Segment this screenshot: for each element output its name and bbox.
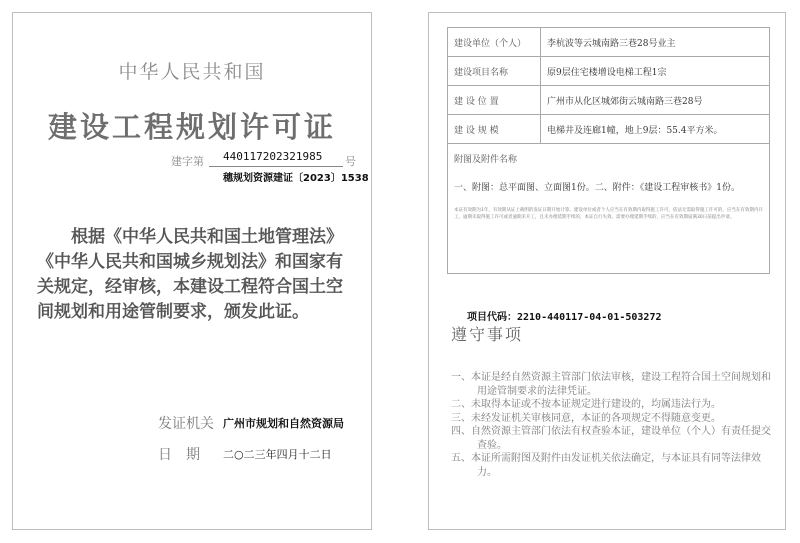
project-code: 项目代码：2210-440117-04-01-503272 — [467, 312, 662, 323]
notice-heading: 遵守事项 — [451, 325, 524, 344]
table-row — [448, 57, 770, 86]
country-name: 中华人民共和国 — [118, 61, 266, 83]
list-item: 五、本证所需附图及附件由发证机关依法确定，与本证具有同等法律效力。 — [451, 453, 761, 478]
row-label: 建 设 规 模 — [448, 115, 541, 144]
row-value: 广州市从化区城郊街云城南路三巷28号 — [541, 86, 770, 115]
permit-body-text: 根据《中华人民共和国土地管理法》《中华人民共和国城乡规划法》和国家有关规定，经审核，本建设工程符合国土空间规划和用途管制要求，颁发此证。 — [37, 227, 343, 322]
permit-title: 建设工程规划许可证 — [47, 110, 336, 144]
attachments-text: 一、附图：总平面图、立面图1份。二、附件：《建设工程审核书》1份。 — [454, 183, 740, 193]
list-item: 二、未取得本证或不按本证规定进行建设的，均属违法行为。 — [451, 399, 721, 410]
table-row — [448, 86, 770, 115]
row-label: 建 设 位 置 — [448, 86, 541, 115]
issuer-label: 发证机关 — [158, 416, 214, 432]
list-item: 四、自然资源主管部门依法有权查验本证，建设单位（个人）有责任提交查验。 — [451, 426, 771, 451]
permit-front-page — [12, 12, 372, 530]
issuer-value: 广州市规划和自然资源局 — [223, 417, 344, 430]
permit-number-label: 建字第 — [171, 155, 204, 168]
validity-note: 本证有效期为1年，有效期从证上载明的发证日期开始计算。建设单位或者个人应当在有效期内取得施工许可，依法无需取得施工许可的，应当在有效期内开工，逾期未取得施工许可或者逾期未开工，且未办理延期手续的，本证自行失效。需要办理延期手续的，应当在有效期届满30日前提出申请。 — [454, 208, 763, 220]
table-row — [448, 115, 770, 144]
date-value: 二○二三年四月十二日 — [223, 448, 332, 461]
permit-number: 440117202321985 — [223, 150, 323, 163]
row-label: 建设单位（个人） — [448, 28, 541, 57]
notice-list — [451, 371, 773, 479]
row-value: 原9层住宅楼增设电梯工程1宗 — [541, 57, 770, 86]
document-code: 穗规划资源建证〔2023〕1538 — [223, 173, 369, 184]
permit-number-suffix: 号 — [345, 155, 356, 168]
list-item: 一、本证是经自然资源主管部门依法审核，建设工程符合国土空间规划和用途管制要求的法律凭证。 — [451, 372, 771, 397]
attachments-row — [448, 144, 770, 274]
date-label: 日 期 — [158, 447, 200, 463]
attachments-cell — [448, 144, 770, 274]
attachments-label: 附图及附件名称 — [454, 155, 518, 165]
row-value: 李杭波等云城南路三巷28号业主 — [541, 28, 770, 57]
row-label: 建设项目名称 — [448, 57, 541, 86]
permit-back-page — [428, 12, 786, 530]
permit-number-underline — [209, 166, 343, 167]
row-value: 电梯井及连廊1幢，地上9层：55.4平方米。 — [541, 115, 770, 144]
project-info-table — [447, 27, 770, 274]
list-item: 三、未经发证机关审核同意，本证的各项规定不得随意变更。 — [451, 412, 721, 424]
table-row — [448, 28, 770, 57]
